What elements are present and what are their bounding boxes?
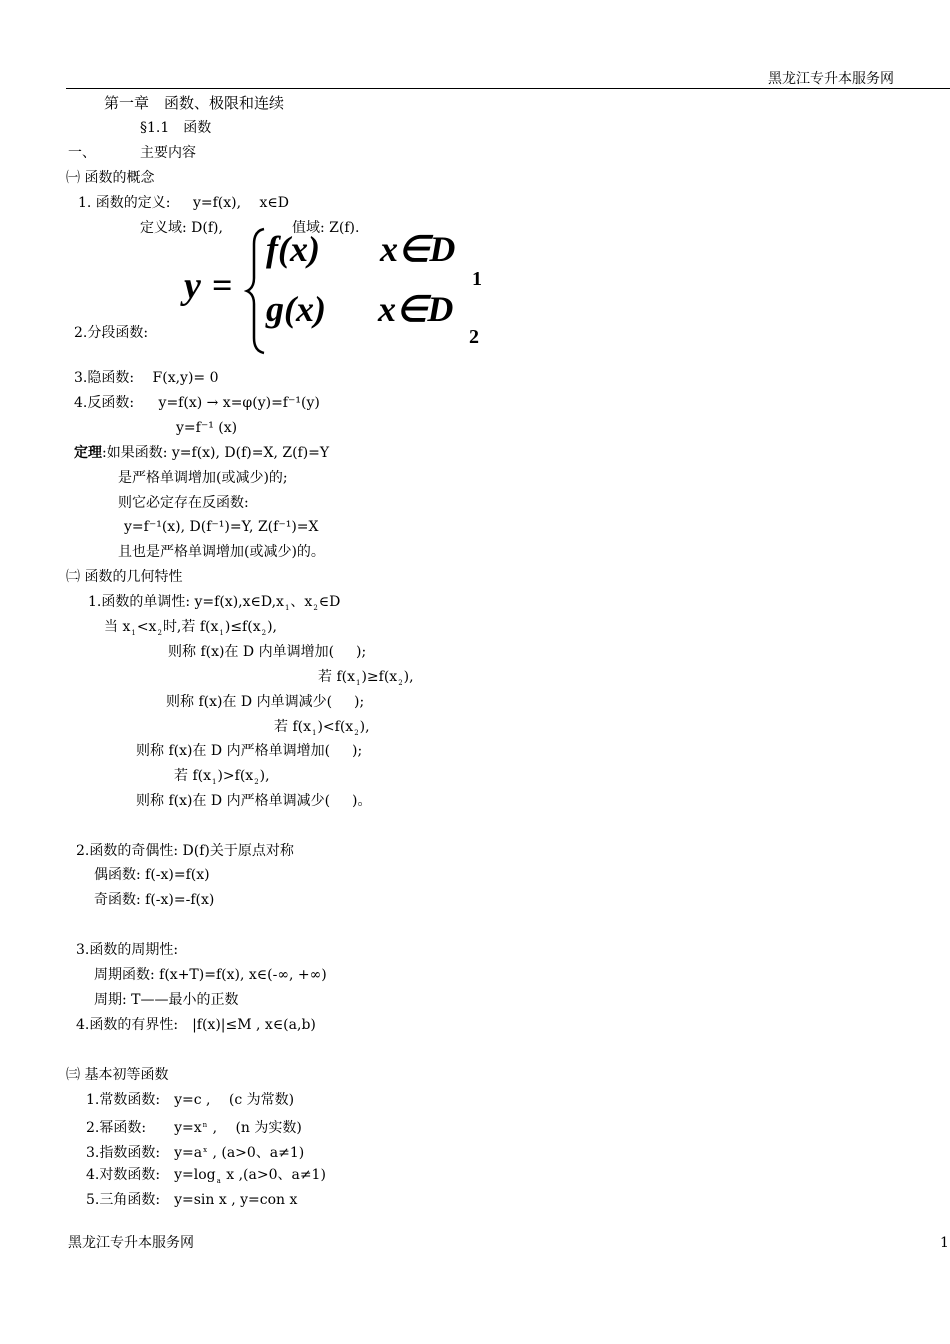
inverse-expr: y=f(x) → x=φ(y)=f⁻¹(y) — [158, 395, 320, 411]
section-title: §1.1 函数 — [140, 120, 212, 136]
log-sub: a — [216, 1177, 221, 1185]
exp-b: , (a>0、a≠1) — [208, 1145, 305, 1161]
header-site: 黑龙江专升本服务网 — [768, 71, 894, 87]
power-fn — [86, 1116, 302, 1137]
sdec-close: )。 — [352, 793, 372, 809]
even-line: 偶函数: f(-x)=f(x) — [94, 867, 210, 883]
when-sub2: 2 — [157, 629, 162, 637]
formula-row2-cond: x∈D — [378, 289, 454, 329]
period-def: 周期: T——最小的正数 — [94, 992, 239, 1008]
exp-sup: x — [203, 1146, 208, 1154]
if-lt-line — [274, 718, 370, 742]
sdec-line — [136, 792, 372, 810]
formula-equals: = — [212, 265, 233, 305]
const-fn: 1.常数函数: y=c , (c 为常数) — [86, 1092, 295, 1108]
piecewise-formula — [180, 224, 500, 354]
inverse-line — [74, 394, 320, 412]
if-ge-c: ), — [403, 669, 414, 685]
if-ge-b: )≥f(x — [361, 669, 398, 685]
def-line — [78, 194, 289, 212]
mono-title — [88, 593, 340, 617]
if-ge-a: 若 f(x — [318, 669, 355, 685]
bounded-line: 4.函数的有界性: |f(x)|≤M , x∈(a,b) — [76, 1017, 316, 1033]
when-a: 当 x — [104, 619, 131, 635]
if-ge-line — [318, 668, 414, 692]
if-lt-sub1: 1 — [312, 729, 317, 737]
if-lt-a: 若 f(x — [274, 719, 311, 735]
period-title: 3.函数的周期性: — [76, 942, 179, 958]
inc-close: ); — [356, 644, 367, 660]
inverse-expr2: y=f⁻¹ (x) — [176, 420, 238, 436]
header-rule — [66, 88, 950, 89]
when-b: <x — [136, 619, 157, 635]
if-gt-b: )>f(x — [217, 768, 254, 784]
power-sup: n — [202, 1121, 208, 1129]
formula-row2-fn: g(x) — [266, 289, 326, 329]
theorem-line4: y=f⁻¹(x), D(f⁻¹)=Y, Z(f⁻¹)=X — [124, 519, 319, 535]
dec-text: 则称 f(x)在 D 内单调减少( — [166, 694, 333, 710]
range-line: 值域: Z(f). — [292, 220, 360, 236]
exp-fn — [86, 1141, 304, 1162]
part1-heading: ㈠ 函数的概念 — [66, 170, 155, 186]
when-d: )≤f(x — [224, 619, 261, 635]
theorem-line5: 且也是严格单调增加(或减少)的。 — [118, 544, 325, 560]
theorem-line3: 则它必定存在反函数: — [118, 495, 249, 511]
when-line — [104, 618, 277, 642]
inc-text: 则称 f(x)在 D 内单调增加( — [168, 644, 335, 660]
if-gt-sub2: 2 — [254, 778, 259, 786]
when-sub4: 2 — [261, 629, 267, 637]
def-expr: y=f(x), x∈D — [192, 195, 290, 211]
dec-close: ); — [354, 694, 365, 710]
sdec-text: 则称 f(x)在 D 内严格单调减少( — [136, 793, 331, 809]
log-fn — [86, 1166, 326, 1190]
dec-line — [166, 693, 364, 711]
implicit-line: 3.隐函数: F(x,y)= 0 — [74, 370, 219, 386]
page-number: 1 — [940, 1235, 949, 1251]
theorem-line2: 是严格单调增加(或减少)的; — [118, 470, 288, 486]
part2-heading: ㈡ 函数的几何特性 — [66, 569, 183, 585]
power-b: , (n 为实数) — [208, 1120, 302, 1136]
theorem-line1 — [74, 444, 329, 462]
chapter-title: 第一章 函数、极限和连续 — [104, 94, 285, 112]
mono-title-b: 、x — [290, 594, 313, 610]
trig-fn: 5.三角函数: y=sin x , y=con x — [86, 1192, 298, 1208]
log-b: x ,(a>0、a≠1) — [221, 1167, 326, 1183]
inverse-label: 4.反函数: — [74, 395, 135, 411]
if-lt-b: )<f(x — [317, 719, 354, 735]
main-title: 主要内容 — [140, 145, 196, 161]
if-gt-line — [174, 767, 270, 791]
left-brace-icon — [244, 226, 268, 356]
theorem-label: 定理 — [74, 445, 102, 461]
footer-site: 黑龙江专升本服务网 — [68, 1235, 194, 1251]
part3-heading: ㈢ 基本初等函数 — [66, 1067, 169, 1083]
if-ge-sub2: 2 — [398, 679, 403, 687]
exp-a: 3.指数函数: y=a — [86, 1145, 203, 1161]
mono-sub1: 1 — [284, 604, 290, 612]
main-label: 一、 — [68, 145, 96, 161]
if-ge-sub1: 1 — [356, 679, 361, 687]
mono-title-a: 1.函数的单调性: y=f(x),x∈D,x — [88, 594, 284, 610]
if-lt-c: ), — [359, 719, 370, 735]
parity-line: 2.函数的奇偶性: D(f)关于原点对称 — [76, 843, 294, 859]
formula-row1-cond: x∈D — [380, 229, 456, 269]
mono-title-c: ∈D — [318, 594, 341, 610]
if-lt-sub2: 2 — [354, 729, 359, 737]
power-a: 2.幂函数: y=x — [86, 1120, 202, 1136]
odd-line: 奇函数: f(-x)=-f(x) — [94, 892, 215, 908]
log-a: 4.对数函数: y=log — [86, 1167, 216, 1183]
when-sub1: 1 — [131, 629, 136, 637]
mono-sub2: 2 — [313, 604, 318, 612]
sinc-close: ); — [352, 743, 363, 759]
formula-row1-sub: 1 — [472, 268, 482, 290]
when-e: ), — [267, 619, 277, 635]
sinc-line — [136, 742, 362, 760]
formula-row2-sub: 2 — [469, 326, 479, 348]
period-fn: 周期函数: f(x+T)=f(x), x∈(-∞, +∞) — [94, 967, 327, 983]
domain-line: 定义域: D(f), — [140, 220, 223, 236]
theorem-text: :如果函数: y=f(x), D(f)=X, Z(f)=Y — [102, 445, 330, 461]
if-gt-sub1: 1 — [212, 778, 217, 786]
piecewise-label: 2.分段函数: — [74, 325, 149, 341]
inc-line — [168, 643, 366, 661]
when-c: 时,若 f(x — [162, 619, 219, 635]
sinc-text: 则称 f(x)在 D 内严格单调增加( — [136, 743, 331, 759]
formula-row1-fn: f(x) — [266, 229, 320, 269]
formula-lhs: y — [184, 265, 201, 307]
if-gt-a: 若 f(x — [174, 768, 211, 784]
def-label: 1. 函数的定义: — [78, 195, 171, 211]
if-gt-c: ), — [259, 768, 270, 784]
when-sub3: 1 — [219, 629, 224, 637]
